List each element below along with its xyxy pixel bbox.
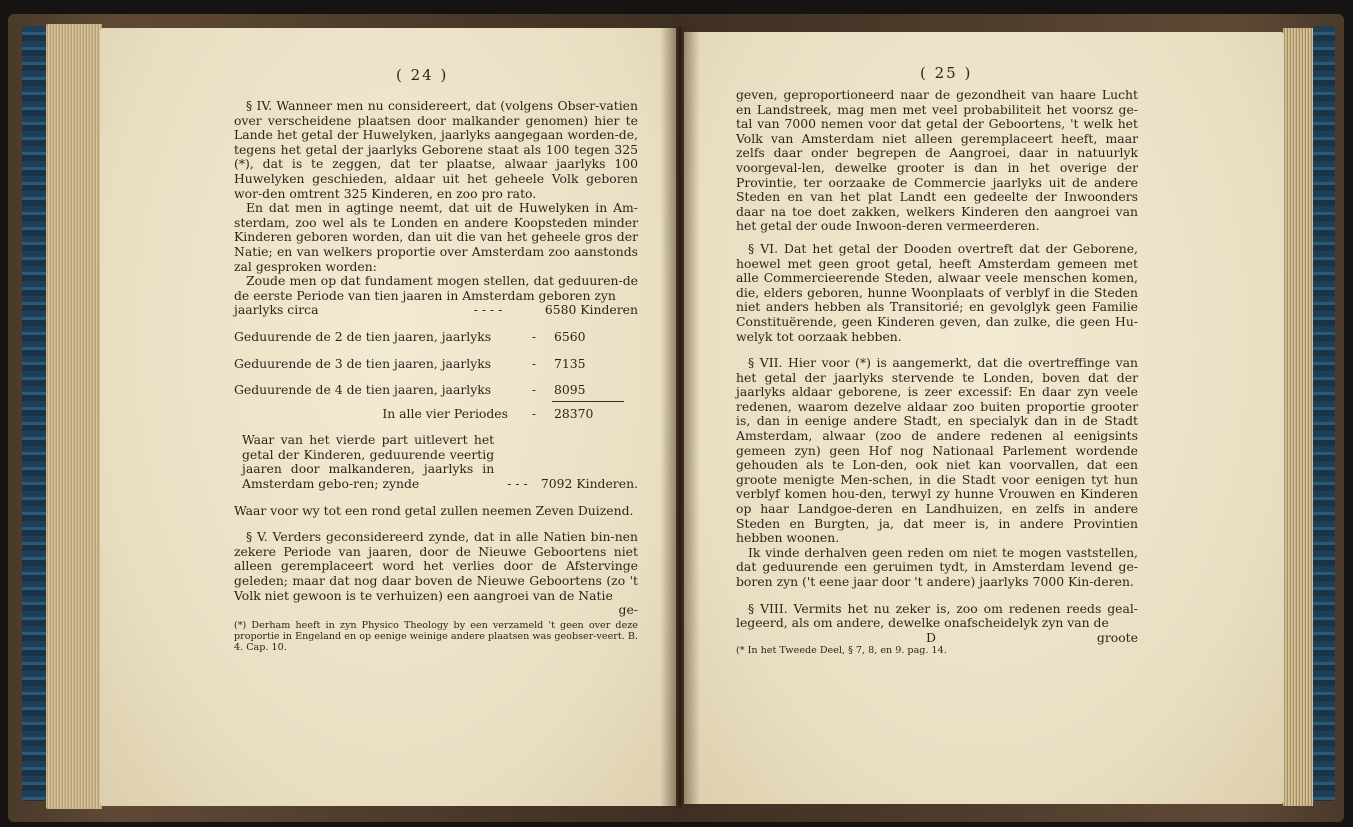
average-value: 7092 Kinderen. bbox=[540, 476, 638, 492]
total-dash: - bbox=[531, 405, 537, 421]
section-vi: § VI. Dat het getal der Dooden overtreft dat der Geborene, hoewel met geen groot getal, heeft Amsterdam gemeen met alle Commercieerende Steden, alwaar veele menschen komen, die, elders geboren, hunne Woonplaats of verblyf in die Steden niet anders hebben als Transitorié; en gevolglyk geen Familie Constituërende, geen Kinderen geven, dan zulke, die geen Hu-welyk tot oorzaak hebben. bbox=[736, 240, 1138, 344]
left-page-number: ( 24 ) bbox=[396, 66, 449, 84]
cover-cloth-right bbox=[1313, 26, 1335, 801]
row-value: 6580 Kinderen bbox=[544, 302, 638, 318]
paragraph-fundament: Zoude men op dat fundament mogen stellen, dat geduuren-de de eerste Periode van tien jaaren in Amsterdam geboren zyn bbox=[234, 273, 638, 303]
zeven-duizend-line: Waar voor wy tot een rond getal zullen neemen Zeven Duizend. bbox=[234, 502, 634, 518]
right-catchword: groote bbox=[1096, 629, 1138, 645]
row-value: 6560 bbox=[554, 328, 586, 344]
section-v: § V. Verders geconsidereerd zynde, dat in alle Natien bin-nen zekere Periode van jaaren, door de Nieuwe Geboortens niet alleen geremplaceert word het verlies door de Afstervinge geleden; maar dat nog daar boven de Nieuwe Geboortens (zo 't Volk niet gewoon is te verhuizen) een aangroei van de Natie bbox=[234, 529, 638, 603]
section-iv: § IV. Wanneer men nu considereert, dat (volgens Obser-vatien over verscheidene plaatsen door malkander genomen) hier te Lande het getal der Huwelyken, jaarlyks aangegaan worden-de, tegens het getal der jaarlyks Geborene staat als 100 tegen 325 (*), dat is te zeggen, dat ter plaatse, alwaar jaarlyks 100 Huwelyken geschieden, aldaar uit het geheele Volk geboren wor-den omtrent 325 Kinderen, en zoo pro rato. bbox=[234, 98, 638, 201]
gutter-shadow bbox=[660, 26, 700, 808]
births-total-row bbox=[234, 407, 638, 422]
right-text-block bbox=[736, 88, 1138, 656]
section-viii: § VIII. Vermits het nu zeker is, zoo om redenen reeds geal-legeerd, als om andere, dewelke onafscheidelyk zyn van de bbox=[736, 600, 1138, 631]
page-edges-left bbox=[46, 24, 102, 809]
left-footnote: (*) Derham heeft in zyn Physico Theology by een verzameld 't geen over deze proportie in Engeland en op eenige weinige andere plaatsen was geobser-veert. B. 4. Cap. 10. bbox=[234, 619, 638, 653]
total-value: 28370 bbox=[554, 405, 594, 421]
row-label: jaarlyks circa bbox=[234, 302, 319, 318]
right-page-number: ( 25 ) bbox=[920, 64, 973, 82]
left-text-block bbox=[234, 99, 638, 653]
cover-cloth-left bbox=[22, 26, 46, 801]
left-page bbox=[100, 28, 676, 806]
right-page bbox=[684, 32, 1284, 804]
births-row-first bbox=[234, 303, 638, 318]
average-row bbox=[234, 433, 638, 491]
right-footnote: (* In het Tweede Deel, § 7, 8, en 9. pag. 14. bbox=[736, 644, 947, 656]
row-value: 8095 bbox=[554, 382, 586, 398]
paragraph-huwelyken: En dat men in agtinge neemt, dat uit de Huwelyken in Am-sterdam, zoo wel als te Londen en andere Koopsteden minder Kinderen geboren worden, dan uit die van het geheele gros der Natie; en van welkers proportie over Amsterdam zoo aanstonds zal gesproken worden: bbox=[234, 200, 638, 274]
row-dash: - bbox=[531, 328, 537, 344]
left-catchword: ge- bbox=[618, 602, 638, 618]
row-value: 7135 bbox=[554, 355, 586, 371]
paragraph-ik-vinde: Ik vinde derhalven geen reden om niet te mogen vaststellen, dat geduurende een geruimen tydt, in Amsterdam levend ge-boren zyn ('t eene jaar door 't andere) jaarlyks 7000 Kin-deren. bbox=[736, 544, 1138, 589]
row-dashes: - - - - bbox=[473, 302, 503, 318]
average-dashes: - - - bbox=[507, 476, 528, 492]
row-dash: - bbox=[531, 355, 537, 371]
row-label: Geduurende de 4 de tien jaaren, jaarlyks bbox=[234, 382, 492, 398]
signature-line bbox=[736, 631, 1138, 645]
row-label: Geduurende de 3 de tien jaaren, jaarlyks bbox=[234, 355, 492, 371]
page-edges-right bbox=[1283, 28, 1313, 806]
births-row-2 bbox=[234, 330, 638, 345]
section-vii: § VII. Hier voor (*) is aangemerkt, dat die overtreffinge van het getal der jaarlyks stervende te Londen, boven dat der jaarlyks aldaar geborene, is zeer excessif: En daar zyn veele redenen, waarom dezelve aldaar zoo buiten proportie grooter is, dan in eenige andere Stadt, en specialyk dan in de Stadt Amsterdam, alwaar (zoo de andere redenen al eenigsints gemeen zyn) geen Hof nog Nationaal Parlement wordende gehouden als te Lon-den, ook niet kan voorvallen, dat een groote menigte Men-schen, in die Stadt voor eenigen tyt hun verblyf komen hou-den, terwyl zy hunne Vrouwen en Kinderen op haar Landgoe-deren en Landhuizen, en zelfs in andere Steden en Burgten, ja, dat meer is, in andere Provintien hebben woonen. bbox=[736, 355, 1138, 546]
average-text: Waar van het vierde part uitlevert het getal der Kinderen, geduurende veertig jaaren door malkanderen, jaarlyks in Amsterdam gebo-ren; zynde bbox=[242, 432, 495, 492]
paragraph-geven: geven, geproportioneerd naar de gezondheit van haare Lucht en Landstreek, mag men met veel probabiliteit het voorsz ge-tal van 7000 nemen voor dat getal der Geboortens, 't welk het Volk van Amsterdam niet alleen geremplaceert heeft, maar zelfs daar onder begrepen de Aangroei, daar in natuurlyk voorgeval-len, dewelke grooter is dan in het overige der Provintie, ter oorzaake de Commercie jaarlyks uit de andere Steden en van het plat Landt een gedeelte der Inwoonders daar na toe doet zakken, welkers Kinderen den aangroei van het getal der oude Inwoon-deren vermeerderen. bbox=[736, 87, 1138, 234]
row-label: Geduurende de 2 de tien jaaren, jaarlyks bbox=[234, 328, 492, 344]
births-row-4 bbox=[234, 383, 638, 398]
signature-mark: D bbox=[926, 629, 936, 645]
row-dash: - bbox=[531, 382, 537, 398]
total-label: In alle vier Periodes bbox=[382, 405, 508, 421]
sum-rule bbox=[552, 401, 624, 402]
births-row-3 bbox=[234, 357, 638, 372]
